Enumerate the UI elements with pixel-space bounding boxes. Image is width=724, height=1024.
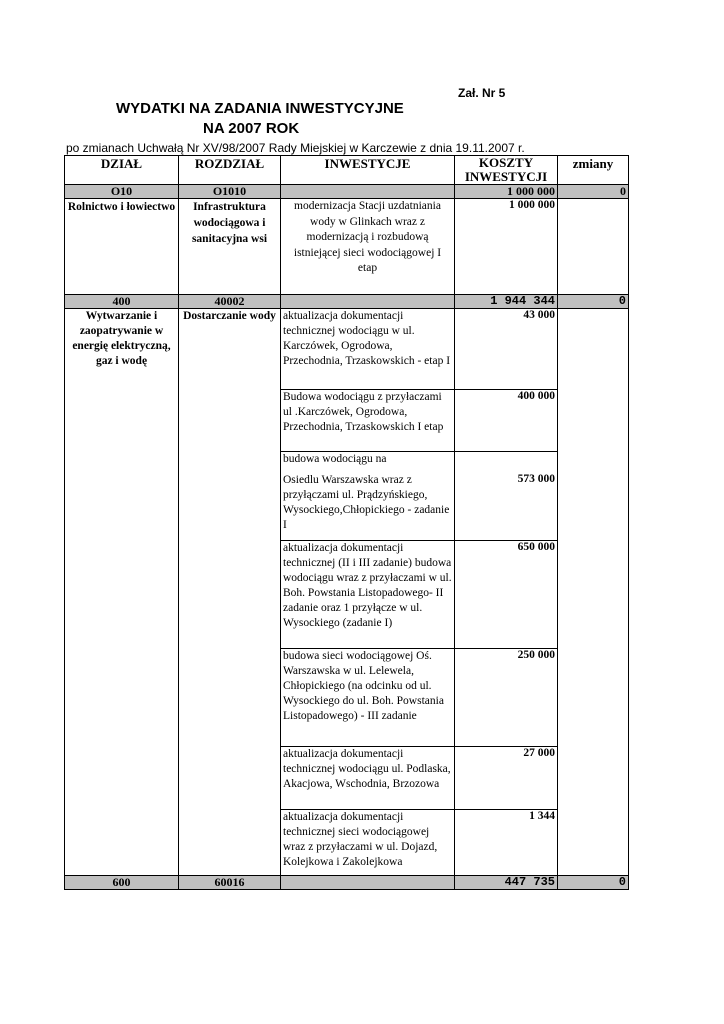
subtitle: po zmianach Uchwałą Nr XV/98/2007 Rady Miejskiej w Karczewie z dnia 19.11.2007 r. [66,141,525,155]
investment-value: 400 000 [455,390,558,452]
investment-description: Budowa wodociągu z przyłaczami ul .Karczówek, Ogrodowa, Przechodnia, Trzaskowskich I etap [281,390,455,452]
empty-cell [281,295,455,309]
table-row [65,199,629,295]
investment-value: 1 344 [455,810,558,876]
col-header-rozdzial: ROZDZIAŁ [179,156,281,185]
investment-value: 650 000 [455,541,558,649]
section-changes: 0 [558,185,629,199]
changes-cell [558,199,629,295]
investment-value: 1 000 000 [455,199,558,295]
section-summary-row [65,295,629,309]
dzial-name: Wytwarzanie i zaopatrywanie w energię elektryczną, gaz i wodę [65,309,179,876]
section-changes: 0 [558,295,629,309]
dzial-code: 400 [65,295,179,309]
section-summary-row [65,876,629,890]
investment-value: 43 000 [455,309,558,390]
col-header-zmiany: zmiany [558,156,629,185]
section-summary-row [65,185,629,199]
investment-description [281,452,455,541]
dzial-code: 600 [65,876,179,890]
dzial-name: Rolnictwo i łowiectwo [65,199,179,295]
table-row [65,309,629,390]
rozdzial-code: 60016 [179,876,281,890]
section-total: 1 944 344 [455,295,558,309]
changes-cell [558,309,629,876]
investment-description: aktualizacja dokumentacji technicznej sieci wodociągowej wraz z przyłaczami w ul. Dojazd, Kolejkowa i Zakolejkowa [281,810,455,876]
section-changes: 0 [558,876,629,890]
title-line-1: WYDATKI NA ZADANIA INWESTYCYJNE [116,100,404,117]
col-header-inwestycje: INWESTYCJE [281,156,455,185]
investment-description: aktualizacja dokumentacji technicznej (II i III zadanie) budowa wodociągu wraz z przyłaczami w ul. Boh. Powstania Listopadowego- II zadanie oraz 1 przyłącze w ul. Wysockiego (zadanie I) [281,541,455,649]
investment-description: aktualizacja dokumentacji technicznej wodociągu w ul. Karczówek, Ogrodowa, Przechodnia, Trzaskowskich - etap I [281,309,455,390]
section-total: 1 000 000 [455,185,558,199]
rozdzial-name: Dostarczanie wody [179,309,281,876]
section-total: 447 735 [455,876,558,890]
col-header-koszty: KOSZTY INWESTYCJI [455,156,558,185]
investment-description: modernizacja Stacji uzdatniania wody w Glinkach wraz z modernizacją i rozbudową istniejącej sieci wodociągowej I etap [281,199,455,295]
rozdzial-code: 40002 [179,295,281,309]
investment-table [64,155,629,890]
title-line-2: NA 2007 ROK [203,120,300,137]
rozdzial-code: O1010 [179,185,281,199]
investment-description-line1: budowa wodociągu na [283,453,387,465]
annex-label: Zał. Nr 5 [458,86,506,100]
dzial-code: O10 [65,185,179,199]
investment-description: aktualizacja dokumentacji technicznej wodociągu ul. Podlaska, Akacjowa, Wschodnia, Brzozowa [281,747,455,810]
investment-value: 27 000 [455,747,558,810]
investment-value: 250 000 [455,649,558,747]
empty-cell [281,876,455,890]
investment-value: 573 000 [455,452,558,541]
investment-description-rest: Osiedlu Warszawska wraz z przyłączami ul. Prądzyńskiego, Wysockiego,Chłopickiego - zadanie I [283,474,450,531]
investment-description: budowa sieci wodociągowej Oś. Warszawska w ul. Lelewela, Chłopickiego (na odcinku od ul. Wysockiego do ul. Boh. Powstania Listopadowego) - III zadanie [281,649,455,747]
col-header-dzial: DZIAŁ [65,156,179,185]
table-header-row [65,156,629,185]
empty-cell [281,185,455,199]
rozdzial-name: Infrastruktura wodociągowa i sanitacyjna wsi [179,199,281,295]
